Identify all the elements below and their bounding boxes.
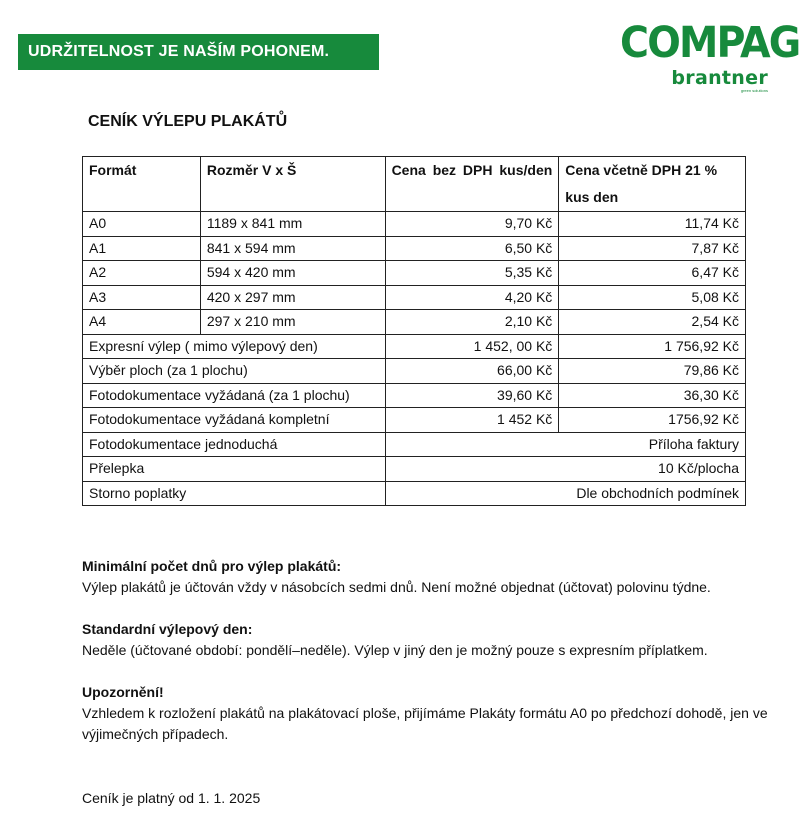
price-table <box>82 156 746 506</box>
table-row <box>83 261 746 286</box>
note-block <box>82 619 772 661</box>
service-cell: Fotodokumentace vyžádaná (za 1 plochu) <box>83 383 386 408</box>
notes-section <box>82 556 772 766</box>
size-cell: 297 x 210 mm <box>200 310 385 335</box>
price-with-vat-cell: 36,30 Kč <box>559 383 746 408</box>
service-cell: Výběr ploch (za 1 plochu) <box>83 359 386 384</box>
price-without-vat-cell: 39,60 Kč <box>385 383 559 408</box>
header-size: Rozměr V x Š <box>200 157 385 212</box>
table-row <box>83 457 746 482</box>
table-row <box>83 359 746 384</box>
table-row <box>83 481 746 506</box>
price-without-vat-cell: 5,35 Kč <box>385 261 559 286</box>
note-heading: Minimální počet dnů pro výlep plakátů: <box>82 558 342 574</box>
price-without-vat-cell: 1 452 Kč <box>385 408 559 433</box>
price-without-vat-cell: 2,10 Kč <box>385 310 559 335</box>
table-row <box>83 236 746 261</box>
header-price-with-vat: Cena včetně DPH 21 % kus den <box>559 157 746 212</box>
price-without-vat-cell: 9,70 Kč <box>385 212 559 237</box>
price-note-cell: 10 Kč/plocha <box>385 457 745 482</box>
size-cell: 841 x 594 mm <box>200 236 385 261</box>
price-with-vat-cell: 7,87 Kč <box>559 236 746 261</box>
price-note-cell: Příloha faktury <box>385 432 745 457</box>
price-with-vat-cell: 5,08 Kč <box>559 285 746 310</box>
note-block <box>82 682 772 745</box>
company-logo <box>620 18 799 94</box>
note-heading: Upozornění! <box>82 684 164 700</box>
format-cell: A0 <box>83 212 201 237</box>
note-text: Výlep plakátů je účtován vždy v násobcích sedmi dnů. Není možné objednat (účtovat) polovinu týdne. <box>82 579 711 595</box>
price-note-cell: Dle obchodních podmínek <box>385 481 745 506</box>
price-without-vat-cell: 4,20 Kč <box>385 285 559 310</box>
price-with-vat-cell: 79,86 Kč <box>559 359 746 384</box>
table-row <box>83 383 746 408</box>
price-with-vat-cell: 11,74 Kč <box>559 212 746 237</box>
table-row <box>83 310 746 335</box>
price-with-vat-cell: 2,54 Kč <box>559 310 746 335</box>
service-cell: Přelepka <box>83 457 386 482</box>
note-text: Vzhledem k rozložení plakátů na plakátovací ploše, přijímáme Plakáty formátu A0 po předchozí dohodě, jen ve výjimečných případech. <box>82 705 768 742</box>
note-heading: Standardní výlepový den: <box>82 621 253 637</box>
table-row <box>83 408 746 433</box>
size-cell: 594 x 420 mm <box>200 261 385 286</box>
format-cell: A2 <box>83 261 201 286</box>
note-text: Neděle (účtované období: pondělí–neděle). Výlep v jiný den je možný pouze s expresním příplatkem. <box>82 642 708 658</box>
page-title: CENÍK VÝLEPU PLAKÁTŮ <box>88 113 288 130</box>
price-without-vat-cell: 6,50 Kč <box>385 236 559 261</box>
table-row <box>83 212 746 237</box>
note-block <box>82 556 772 598</box>
price-without-vat-cell: 1 452, 00 Kč <box>385 334 559 359</box>
format-cell: A3 <box>83 285 201 310</box>
price-with-vat-cell: 6,47 Kč <box>559 261 746 286</box>
service-cell: Fotodokumentace jednoduchá <box>83 432 386 457</box>
logo-tagline: green solutions <box>740 88 768 93</box>
table-row <box>83 432 746 457</box>
service-cell: Expresní výlep ( mimo výlepový den) <box>83 334 386 359</box>
header-format: Formát <box>83 157 201 212</box>
table-row <box>83 285 746 310</box>
price-with-vat-cell: 1 756,92 Kč <box>559 334 746 359</box>
service-cell: Storno poplatky <box>83 481 386 506</box>
size-cell: 420 x 297 mm <box>200 285 385 310</box>
size-cell: 1189 x 841 mm <box>200 212 385 237</box>
header-price-without-vat: Cena bez DPH kus/den <box>385 157 559 212</box>
logo-wordmark: COMPAG <box>620 18 799 68</box>
logo-subtitle: brantner <box>671 67 768 89</box>
price-without-vat-cell: 66,00 Kč <box>385 359 559 384</box>
table-row <box>83 334 746 359</box>
service-cell: Fotodokumentace vyžádaná kompletní <box>83 408 386 433</box>
format-cell: A1 <box>83 236 201 261</box>
table-header-row <box>83 157 746 212</box>
format-cell: A4 <box>83 310 201 335</box>
price-with-vat-cell: 1756,92 Kč <box>559 408 746 433</box>
slogan-banner: UDRŽITELNOST JE NAŠÍM POHONEM. <box>18 34 379 70</box>
valid-from-text: Ceník je platný od 1. 1. 2025 <box>82 790 261 806</box>
